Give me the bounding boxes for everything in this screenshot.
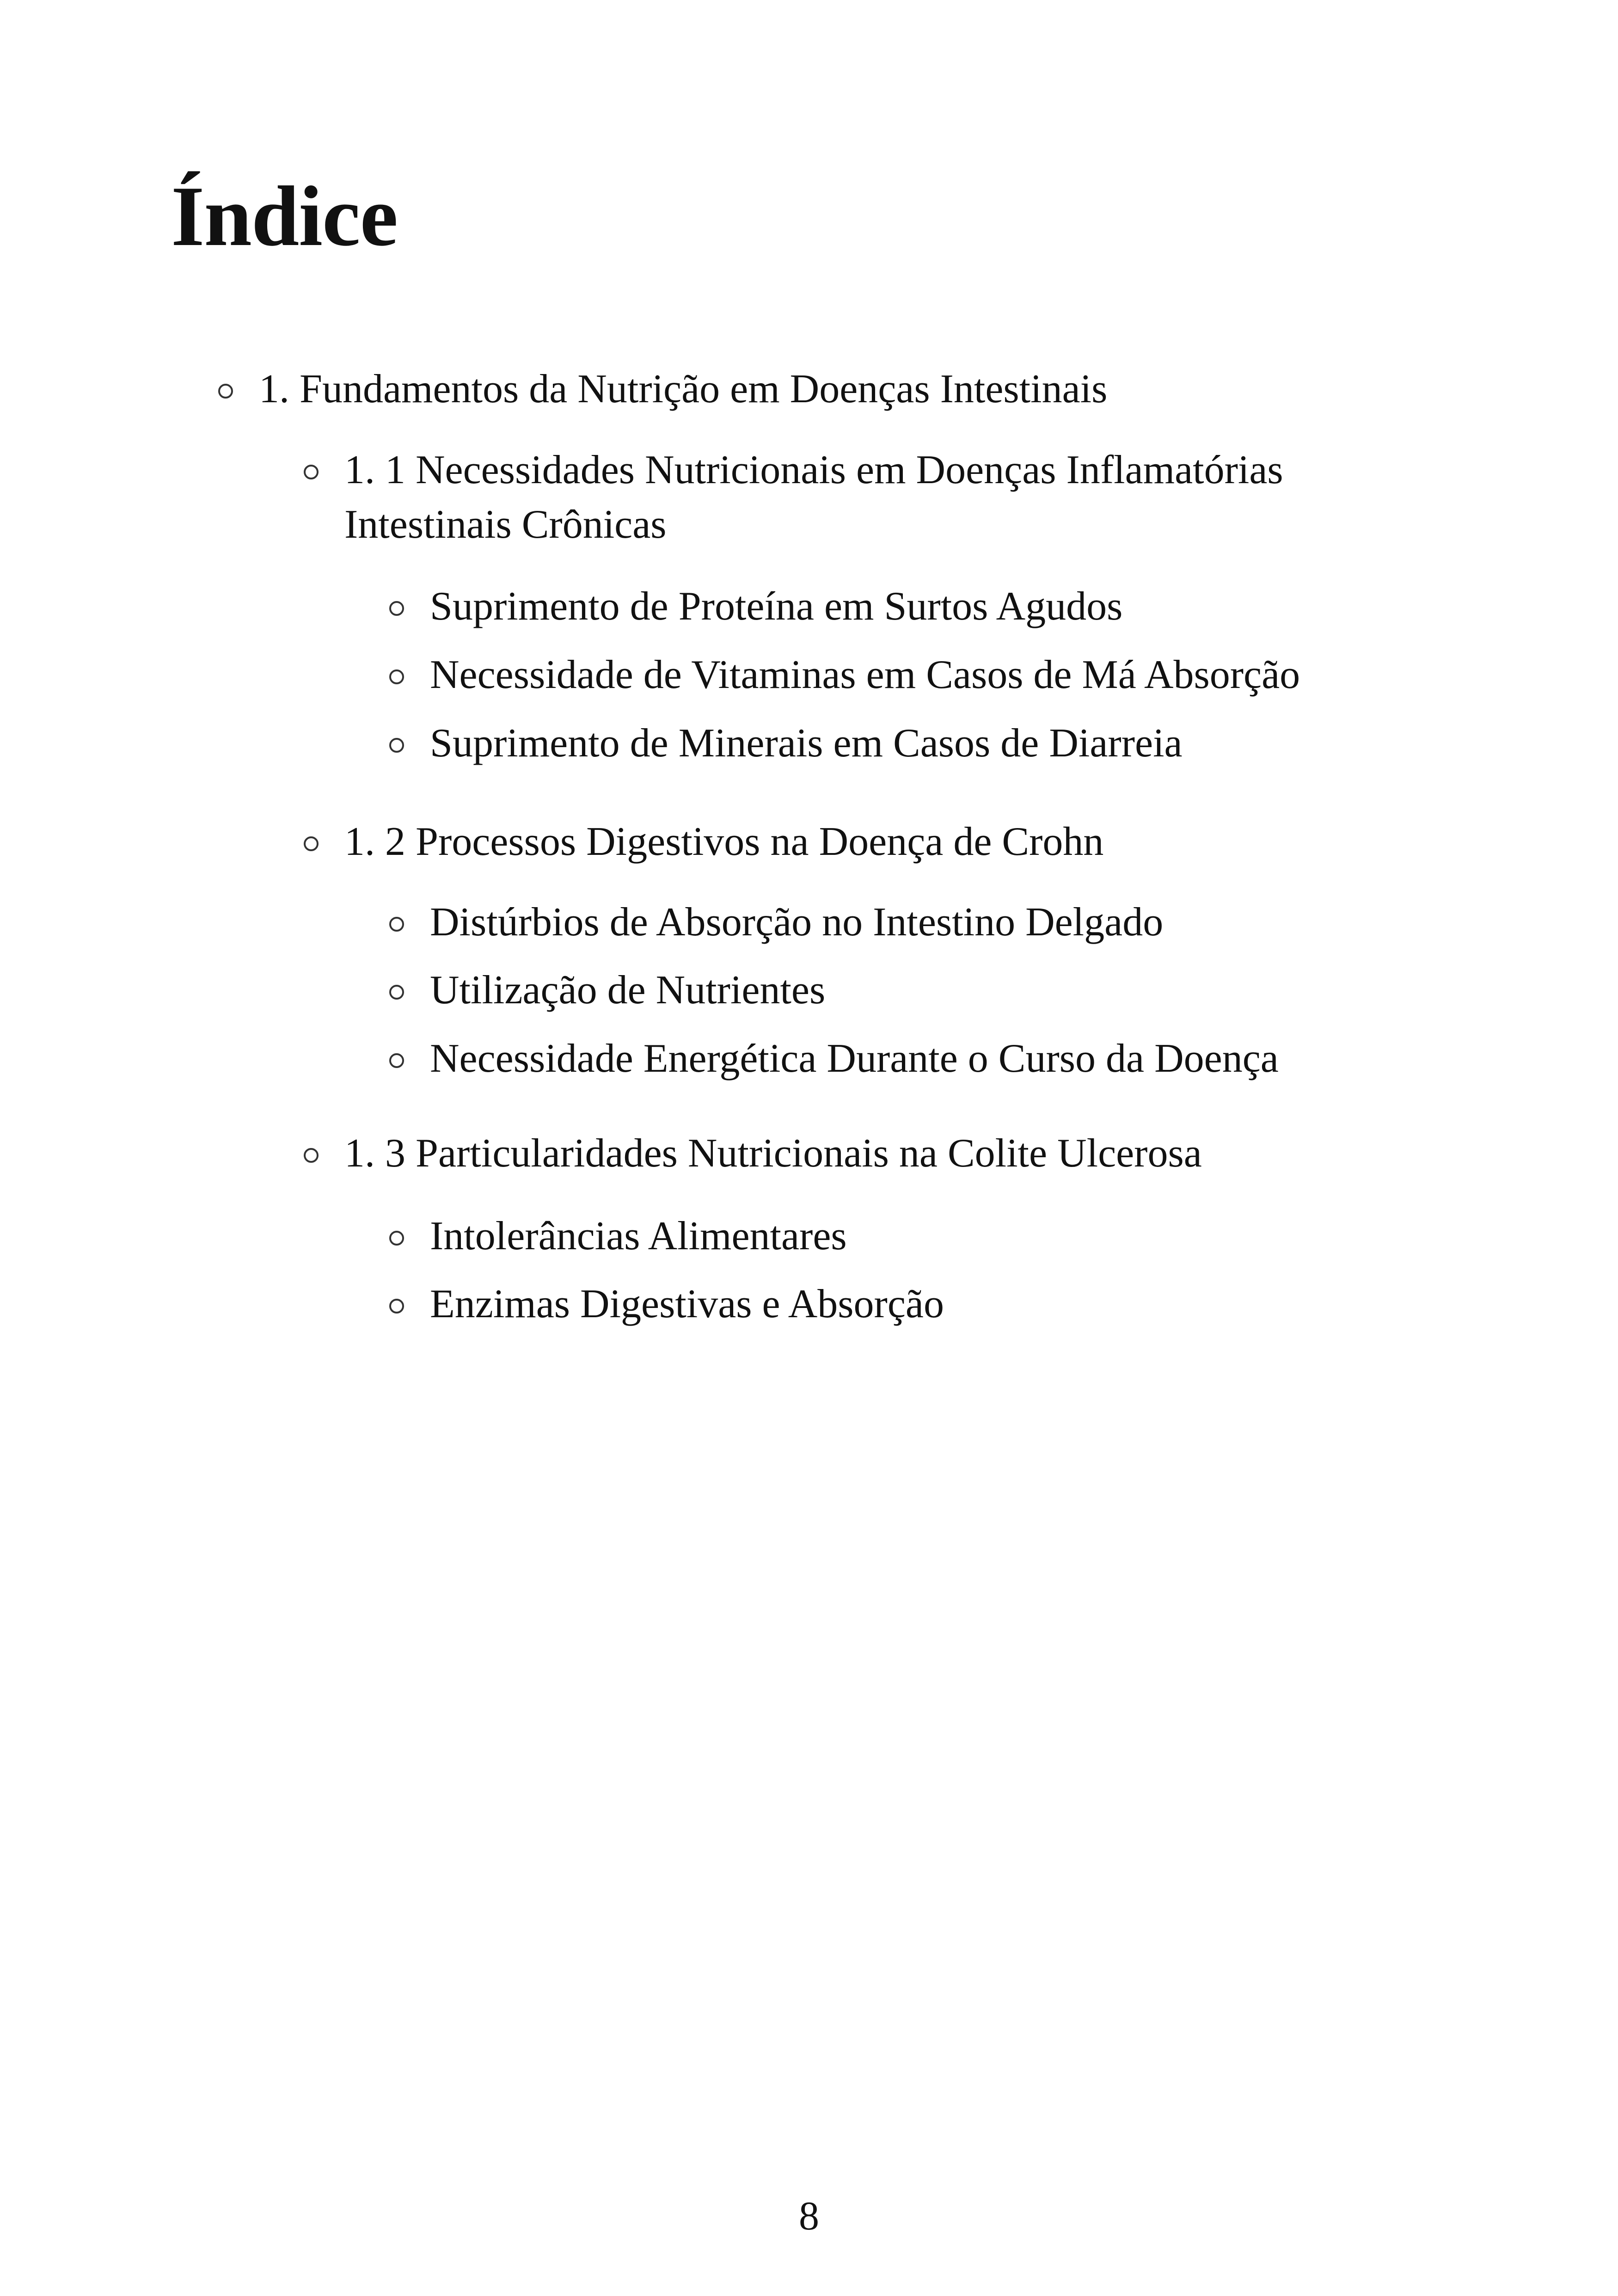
toc-section-1-1-continuation[interactable] <box>344 497 667 552</box>
circle-bullet-icon <box>216 362 235 417</box>
toc-entry-label: 1. 1 Necessidades Nutricionais em Doenças Inflamatórias <box>344 448 1283 492</box>
toc-entry-label: Necessidade de Vitaminas em Casos de Má Absorção <box>430 652 1300 697</box>
toc-item[interactable] <box>430 716 1183 771</box>
toc-entry-label: Suprimento de Proteína em Surtos Agudos <box>430 584 1123 629</box>
circle-bullet-icon <box>387 963 406 1018</box>
circle-bullet-icon <box>387 716 406 771</box>
circle-bullet-icon <box>302 815 320 869</box>
page-title: Índice <box>171 169 398 264</box>
toc-entry-label: 1. 2 Processos Digestivos na Doença de Crohn <box>344 819 1104 864</box>
toc-item[interactable] <box>430 1209 847 1264</box>
circle-bullet-icon <box>387 1209 406 1264</box>
page-number: 8 <box>799 2194 819 2239</box>
circle-bullet-icon <box>302 443 320 497</box>
toc-entry-label: Intolerâncias Alimentares <box>430 1214 847 1259</box>
toc-entry-label: 1. 3 Particularidades Nutricionais na Colite Ulcerosa <box>344 1131 1202 1176</box>
toc-item[interactable] <box>430 963 825 1018</box>
toc-entry-label: Enzimas Digestivas e Absorção <box>430 1282 944 1326</box>
toc-item[interactable] <box>430 648 1300 702</box>
toc-entry-label: Necessidade Energética Durante o Curso da Doença <box>430 1036 1279 1081</box>
circle-bullet-icon <box>387 1277 406 1332</box>
circle-bullet-icon <box>302 1126 320 1181</box>
circle-bullet-icon <box>387 895 406 950</box>
toc-entry-label: Distúrbios de Absorção no Intestino Delgado <box>430 900 1164 945</box>
circle-bullet-icon <box>387 648 406 702</box>
toc-item[interactable] <box>430 579 1122 634</box>
toc-section-1-2[interactable] <box>344 815 1103 869</box>
toc-section-1-1[interactable] <box>344 443 1283 497</box>
toc-section-1-3[interactable] <box>344 1126 1202 1181</box>
toc-item[interactable] <box>430 895 1163 950</box>
toc-chapter-1[interactable] <box>259 362 1107 417</box>
toc-item[interactable] <box>430 1031 1279 1086</box>
toc-item[interactable] <box>430 1277 944 1332</box>
toc-entry-label: Utilização de Nutrientes <box>430 968 826 1013</box>
circle-bullet-icon <box>387 579 406 634</box>
toc-entry-label: Suprimento de Minerais em Casos de Diarreia <box>430 721 1183 766</box>
toc-entry-label: Intestinais Crônicas <box>344 502 667 547</box>
circle-bullet-icon <box>387 1031 406 1086</box>
toc-entry-label: 1. Fundamentos da Nutrição em Doenças Intestinais <box>259 367 1108 411</box>
